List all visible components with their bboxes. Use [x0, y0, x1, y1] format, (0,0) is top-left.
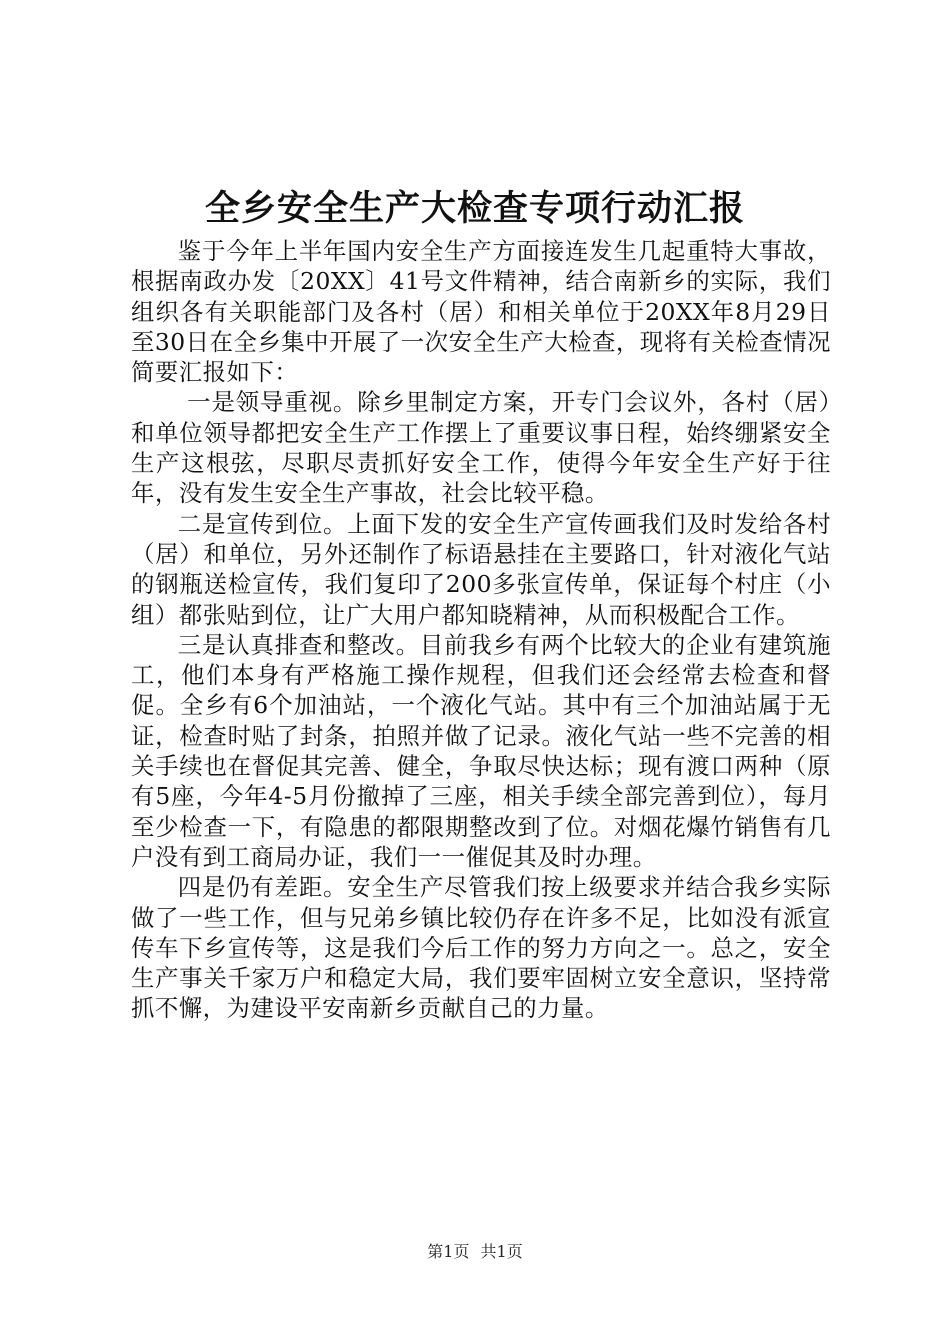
page-number-total: 共1页	[480, 1242, 523, 1261]
page-number-current: 第1页	[427, 1242, 470, 1261]
page-footer	[0, 1240, 950, 1264]
paragraph-intro: 鉴于今年上半年国内安全生产方面接连发生几起重特大事故，根据南政办发〔20XX〕41号文件精神，结合南新乡的实际，我们组织各有关职能部门及各村（居）和相关单位于20XX年8月29日至30日在全乡集中开展了一次安全生产大检查，现将有关检查情况简要汇报如下：	[131, 237, 831, 387]
paragraph-leadership: 一是领导重视。除乡里制定方案，开专门会议外，各村（居）和单位领导都把安全生产工作摆上了重要议事日程，始终绷紧安全生产这根弦，尽职尽责抓好安全工作，使得今年安全生产好于往年，没有发生安全生产事故，社会比较平稳。	[131, 388, 831, 508]
paragraph-gaps: 四是仍有差距。安全生产尽管我们按上级要求并结合我乡实际做了一些工作，但与兄弟乡镇比较仍存在许多不足，比如没有派宣传车下乡宣传等，这是我们今后工作的努力方向之一。总之，安全生产事关千家万户和稳定大局，我们要牢固树立安全意识，坚持常抓不懈，为建设平安南新乡贡献自己的力量。	[131, 873, 831, 1023]
paragraph-inspection: 三是认真排查和整改。目前我乡有两个比较大的企业有建筑施工，他们本身有严格施工操作规程，但我们还会经常去检查和督促。全乡有6个加油站，一个液化气站。其中有三个加油站属于无证，检查时贴了封条，拍照并做了记录。液化气站一些不完善的相关手续也在督促其完善、健全，争取尽快达标；现有渡口两种（原有5座，今年4-5月份撤掉了三座，相关手续全部完善到位），每月至少检查一下，有隐患的都限期整改到了位。对烟花爆竹销售有几户没有到工商局办证，我们一一催促其及时办理。	[131, 630, 831, 871]
document-body	[131, 236, 831, 1024]
document-title: 全乡安全生产大检查专项行动汇报	[204, 188, 745, 229]
paragraph-publicity: 二是宣传到位。上面下发的安全生产宣传画我们及时发给各村（居）和单位，另外还制作了标语悬挂在主要路口，针对液化气站的钢瓶送检宣传，我们复印了200多张宣传单，保证每个村庄（小组）都张贴到位，让广大用户都知晓精神，从而积极配合工作。	[131, 509, 831, 629]
